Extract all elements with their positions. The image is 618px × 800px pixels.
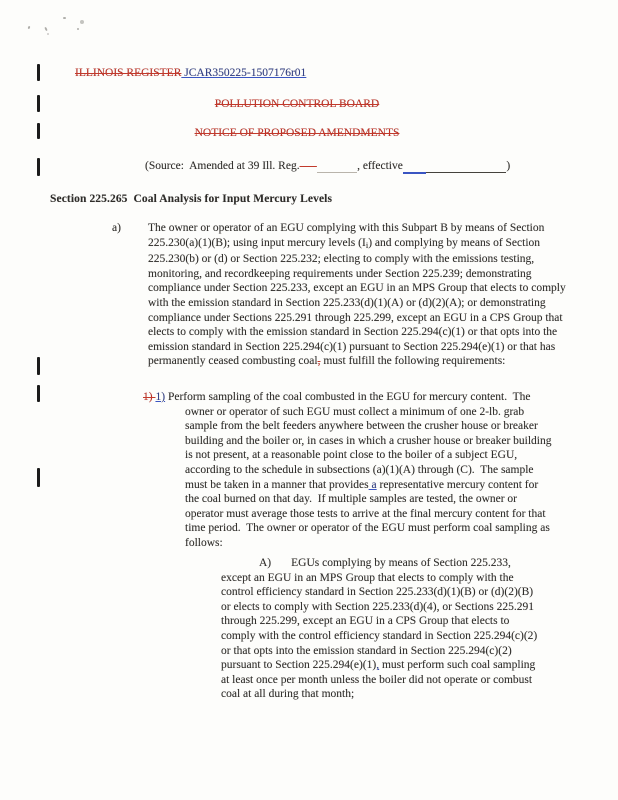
change-bar bbox=[37, 158, 40, 176]
text-segment-plain: A) bbox=[259, 557, 272, 569]
text-segment-del: 1) bbox=[143, 391, 156, 403]
text-segment-plain: , effective bbox=[357, 160, 403, 172]
text-segment-ins: JCAR350225-1507176r01 bbox=[181, 67, 307, 79]
text-segment-plain: The owner or operator of an EGU complying with this Subpart B by means of Section 225.230(a)(1)(B); using input mercury levels (I bbox=[148, 222, 548, 249]
change-bar bbox=[37, 357, 40, 375]
text-segment-del: , bbox=[317, 355, 321, 368]
pencil-mark bbox=[28, 26, 31, 30]
text-segment-del: ILLINOIS REGISTER bbox=[75, 67, 182, 79]
text-segment-plain: representative mercury content for the coal burned on that day. If multiple samples are tested, the owner or operator must average those tests to arrive at the final mercury content for that time period. The owner or operator of the EGU must perform coal sampling as follows: bbox=[185, 478, 553, 549]
paragraph-1-body bbox=[143, 390, 553, 551]
text-segment-ins: a bbox=[368, 478, 377, 491]
text-segment-ins: , bbox=[376, 659, 380, 672]
text-segment-ins: 1) bbox=[155, 391, 166, 403]
source-line bbox=[145, 159, 510, 174]
text-segment-del: POLLUTION CONTROL BOARD bbox=[214, 98, 380, 110]
text-segment-ins-blank bbox=[403, 160, 426, 174]
text-segment-plain: Perform sampling of the coal combusted in the EGU for mercury content. The owner or operator of such EGU must collect a minimum of one 2-lb. grab sample from the belt feeders anywhere between the crusher house or breaker building and the boiler or, in cases in which a crusher house or breaker building is not present, at a reasonable point close to the boiler of a subject EGU, according to the schedule in subsections (a)(1)(A) through (C). The sample must be taken in a manner that provides bbox=[165, 391, 555, 491]
text-segment-blank-gray bbox=[317, 160, 357, 173]
paragraph-a-body bbox=[148, 221, 572, 369]
text-segment-blank-black bbox=[426, 160, 507, 173]
text-segment-plain: must perform such coal sampling at least once per month unless the boiler did not operate or combust coal at all during that month; bbox=[221, 659, 539, 701]
text-segment-sub: i bbox=[365, 239, 369, 250]
pencil-mark bbox=[47, 33, 49, 35]
text-segment-del: NOTICE OF PROPOSED AMENDMENTS bbox=[194, 127, 400, 139]
pencil-mark bbox=[77, 28, 79, 30]
change-bar bbox=[37, 385, 40, 402]
text-segment-del bbox=[300, 160, 317, 172]
change-bar bbox=[37, 64, 40, 81]
text-segment-plain: EGUs complying by means of Section 225.233, except an EGU in an MPS Group that elects to comply with the control efficiency standard in Section 225.233(d)(1)(B) or (d)(2)(B) or elects to comply with Section 225.233(d)(4), or Sections 225.291 through 225.299, except an EGU in a CPS Group that elects to comply with the control efficiency standard in Section 225.294(c)(2) or that opts into the emission standard in Section 225.294(c)(2) pursuant to Section 225.294(e)(1) bbox=[221, 557, 541, 672]
pencil-mark bbox=[80, 20, 84, 24]
paragraph-A-body bbox=[221, 556, 539, 702]
text-segment-plain: (Source: Amended at 39 Ill. Reg. bbox=[145, 160, 300, 172]
pencil-mark bbox=[44, 27, 48, 31]
pencil-mark bbox=[63, 17, 66, 19]
board-header-line bbox=[0, 97, 594, 112]
register-header-line bbox=[75, 66, 306, 81]
change-bar bbox=[37, 468, 40, 487]
text-segment-plain: ) and complying by means of Section 225.230(b) or (d) or Section 225.232; electing to comply with the emissions testing, monitoring, and recordkeeping requirements under Section 225.239; demonstrating compliance under Section 225.233, except an EGU in an MPS Group that elects to comply with the emission standard in Section 225.233(d)(1)(A) or (d)(2)(A); or demonstrating compliance under Sections 225.291 through 225.299, except an EGU in a CPS Group that elects to comply with the emission standard in Section 225.294(c)(1) or that opts into the emission standard in Section 225.294(c)(1) pursuant to Section 225.294(e)(1) or that has permanently ceased combusting coal bbox=[148, 236, 569, 368]
text-segment-plain: ) bbox=[506, 160, 511, 172]
text-segment-plain: must fulfill the following requirements: bbox=[320, 355, 506, 368]
section-heading: Section 225.265 Coal Analysis for Input Mercury Levels bbox=[50, 193, 333, 205]
paragraph-a-label: a) bbox=[112, 222, 121, 234]
notice-header-line bbox=[0, 126, 594, 141]
